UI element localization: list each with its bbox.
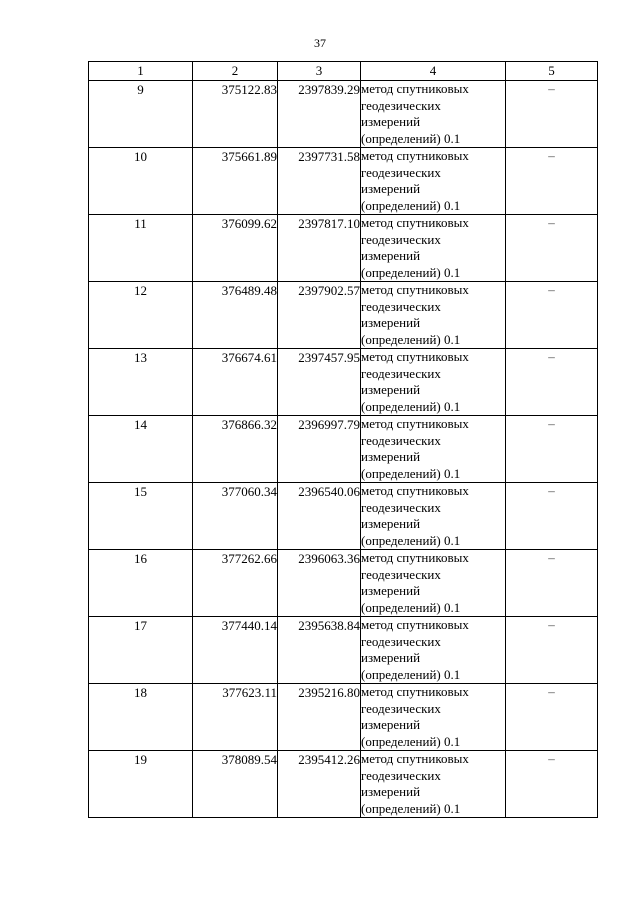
point-number-cell: 17 [89,617,193,684]
y-coordinate-cell: 2395216.80 [278,684,361,751]
method-line: геодезических [361,365,441,381]
point-number-cell: 12 [89,282,193,349]
note-cell: – [506,483,598,550]
point-number-cell: 9 [89,81,193,148]
method-cell [361,617,506,684]
method-line: геодезических [361,164,441,180]
point-number-cell: 10 [89,148,193,215]
method-line: метод спутниковых [361,483,469,498]
note-cell: – [506,148,598,215]
method-line: измерений [361,583,421,598]
method-line: геодезических [361,97,441,113]
table-row [89,215,598,282]
x-coordinate-cell: 376099.62 [193,215,278,282]
note-cell: – [506,349,598,416]
note-cell: – [506,282,598,349]
column-header-y: 3 [278,62,361,81]
method-line: метод спутниковых [361,282,469,297]
method-line: измерений [361,382,421,397]
x-coordinate-cell: 375122.83 [193,81,278,148]
method-line: геодезических [361,231,441,247]
table-row [89,617,598,684]
note-cell: – [506,81,598,148]
method-line: (определений) 0.1 [361,197,461,213]
method-line: метод спутниковых [361,550,469,565]
y-coordinate-cell: 2397817.10 [278,215,361,282]
table-row [89,148,598,215]
y-coordinate-cell: 2396540.06 [278,483,361,550]
note-cell: – [506,751,598,818]
method-cell [361,684,506,751]
method-line: (определений) 0.1 [361,264,461,280]
method-line: метод спутниковых [361,81,469,96]
method-cell [361,215,506,282]
table-body [89,62,598,818]
method-cell [361,483,506,550]
y-coordinate-cell: 2397902.57 [278,282,361,349]
y-coordinate-cell: 2396997.79 [278,416,361,483]
point-number-cell: 19 [89,751,193,818]
point-number-cell: 14 [89,416,193,483]
method-line: геодезических [361,298,441,314]
method-line: измерений [361,181,421,196]
note-cell: – [506,617,598,684]
point-number-cell: 15 [89,483,193,550]
y-coordinate-cell: 2397731.58 [278,148,361,215]
x-coordinate-cell: 375661.89 [193,148,278,215]
table-row [89,550,598,617]
column-header-method: 4 [361,62,506,81]
table-row [89,349,598,416]
method-line: измерений [361,315,421,330]
table-row [89,483,598,550]
y-coordinate-cell: 2395638.84 [278,617,361,684]
column-header-note: 5 [506,62,598,81]
method-line: (определений) 0.1 [361,532,461,548]
y-coordinate-cell: 2397457.95 [278,349,361,416]
method-line: измерений [361,449,421,464]
y-coordinate-cell: 2395412.26 [278,751,361,818]
method-cell [361,81,506,148]
point-number-cell: 11 [89,215,193,282]
y-coordinate-cell: 2397839.29 [278,81,361,148]
method-cell [361,416,506,483]
method-line: измерений [361,248,421,263]
x-coordinate-cell: 377623.11 [193,684,278,751]
method-line: (определений) 0.1 [361,666,461,682]
method-line: метод спутниковых [361,416,469,431]
method-line: геодезических [361,432,441,448]
table-header-row [89,62,598,81]
table-row [89,684,598,751]
method-line: (определений) 0.1 [361,465,461,481]
method-line: (определений) 0.1 [361,800,461,816]
method-line: геодезических [361,499,441,515]
page-number: 37 [314,36,326,50]
method-line: метод спутниковых [361,349,469,364]
method-line: геодезических [361,767,441,783]
method-cell [361,751,506,818]
table-row [89,751,598,818]
method-line: геодезических [361,633,441,649]
point-number-cell: 13 [89,349,193,416]
note-cell: – [506,550,598,617]
y-coordinate-cell: 2396063.36 [278,550,361,617]
x-coordinate-cell: 377060.34 [193,483,278,550]
method-line: метод спутниковых [361,148,469,163]
x-coordinate-cell: 376489.48 [193,282,278,349]
note-cell: – [506,684,598,751]
coordinates-table [88,61,598,818]
method-line: (определений) 0.1 [361,331,461,347]
method-line: измерений [361,650,421,665]
method-line: метод спутниковых [361,617,469,632]
note-cell: – [506,416,598,483]
point-number-cell: 16 [89,550,193,617]
table-row [89,81,598,148]
x-coordinate-cell: 377440.14 [193,617,278,684]
x-coordinate-cell: 378089.54 [193,751,278,818]
method-line: измерений [361,784,421,799]
method-line: измерений [361,516,421,531]
method-line: метод спутниковых [361,751,469,766]
table-row [89,282,598,349]
method-line: (определений) 0.1 [361,130,461,146]
column-header-number: 1 [89,62,193,81]
x-coordinate-cell: 377262.66 [193,550,278,617]
method-cell [361,148,506,215]
x-coordinate-cell: 376866.32 [193,416,278,483]
table-row [89,416,598,483]
column-header-x: 2 [193,62,278,81]
method-cell [361,282,506,349]
method-cell [361,349,506,416]
method-line: (определений) 0.1 [361,398,461,414]
x-coordinate-cell: 376674.61 [193,349,278,416]
method-line: (определений) 0.1 [361,599,461,615]
method-line: геодезических [361,566,441,582]
method-line: измерений [361,114,421,129]
method-line: метод спутниковых [361,684,469,699]
note-cell: – [506,215,598,282]
method-line: (определений) 0.1 [361,733,461,749]
point-number-cell: 18 [89,684,193,751]
method-line: измерений [361,717,421,732]
method-line: геодезических [361,700,441,716]
method-cell [361,550,506,617]
method-line: метод спутниковых [361,215,469,230]
